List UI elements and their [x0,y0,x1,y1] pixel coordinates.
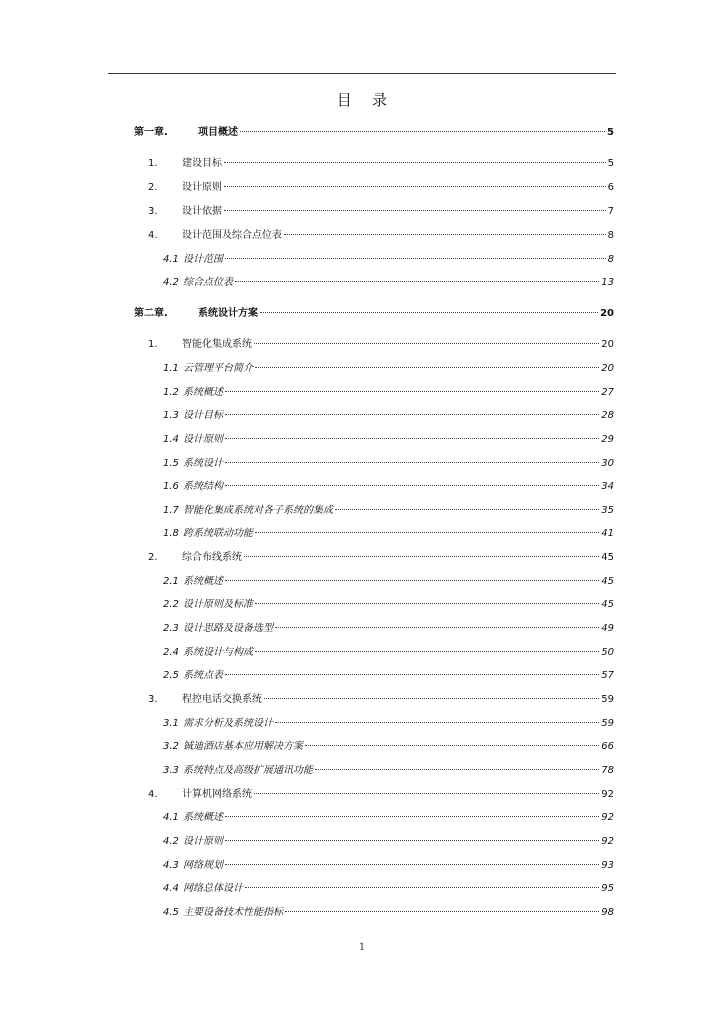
toc-entry-number: 2.2 [163,599,179,610]
toc-entry-page: 78 [601,765,614,776]
toc-entry-label: 设计原则 [183,836,223,847]
toc-entry-label: 设计范围及综合点位表 [182,230,282,241]
toc-entry-label: 智能化集成系统 [182,339,252,350]
toc-entry-number: 1.6 [163,481,179,492]
toc-entry-number: 2. [148,182,158,193]
toc-entry[interactable] [163,880,614,896]
toc-title-char-1: 目 [336,91,352,109]
toc-entry[interactable] [163,274,614,290]
toc-dot-leader [275,617,599,628]
toc-entry-page: 95 [601,883,614,894]
toc-entry-number: 4.2 [163,277,179,288]
toc-entry-number: 1. [148,339,158,350]
toc-entry[interactable] [163,502,614,518]
toc-entry-number: 第一章. [134,127,168,138]
toc-entry-page: 20 [600,308,614,319]
toc-entry[interactable] [148,227,614,243]
toc-entry-label: 综合布线系统 [182,552,242,563]
toc-entry[interactable] [148,155,614,171]
toc-entry-page: 92 [601,812,614,823]
toc-entry[interactable] [148,336,614,352]
toc-entry[interactable] [148,549,614,565]
toc-entry-label: 云管理平台简介 [183,363,253,374]
toc-entry-page: 20 [601,339,614,350]
page-number: 1 [358,942,366,953]
toc-dot-leader [225,664,599,675]
toc-entry-number: 1. [148,158,158,169]
toc-entry-number: 1.8 [163,528,179,539]
toc-entry-number: 3. [148,694,158,705]
toc-entry-page: 98 [601,907,614,918]
toc-entry-page: 8 [607,254,614,265]
toc-entry[interactable] [163,904,614,920]
toc-entry-label: 项目概述 [198,127,238,138]
toc-entry[interactable] [163,833,614,849]
toc-entry-number: 4.1 [163,812,179,823]
toc-entry-page: 6 [607,182,614,193]
toc-entry[interactable] [163,525,614,541]
toc-entry-number: 4. [148,230,158,241]
toc-entry[interactable] [163,384,614,400]
toc-entry[interactable] [163,431,614,447]
toc-entry-label: 系统结构 [183,481,223,492]
toc-entry-number: 3. [148,206,158,217]
toc-title-char-2: 录 [372,91,388,109]
toc-dot-leader [315,759,599,770]
toc-entry[interactable] [163,573,614,589]
toc-entry-number: 1.3 [163,410,179,421]
toc-dot-leader [255,641,599,652]
toc-entry-page: 45 [601,576,614,587]
toc-entry-number: 1.2 [163,387,179,398]
toc-entry[interactable] [163,762,614,778]
toc-entry-page: 45 [601,552,614,563]
toc-entry-page: 30 [601,458,614,469]
toc-entry-label: 网络总体设计 [183,883,243,894]
toc-entry-number: 第二章. [134,308,168,319]
toc-entry[interactable] [163,596,614,612]
toc-dot-leader [225,570,599,581]
toc-entry-page: 41 [601,528,614,539]
toc-entry[interactable] [163,455,614,471]
toc-entry-label: 设计原则及标准 [183,599,253,610]
toc-entry[interactable] [163,620,614,636]
toc-entry-page: 5 [607,127,614,138]
toc-entry-page: 34 [601,481,614,492]
toc-dot-leader [225,854,599,865]
toc-entry[interactable] [163,738,614,754]
toc-entry-label: 系统设计与构成 [183,647,253,658]
toc-entry[interactable] [163,478,614,494]
toc-entry-label: 设计目标 [183,410,223,421]
toc-entry-label: 系统概述 [183,812,223,823]
toc-entry-label: 系统点表 [183,670,223,681]
toc-entry-page: 59 [601,694,614,705]
toc-dot-leader [285,901,599,912]
toc-dot-leader [305,735,599,746]
toc-entry-number: 2.5 [163,670,179,681]
toc-entry[interactable] [163,251,614,267]
toc-dot-leader [264,688,599,699]
toc-entry-label: 系统概述 [183,387,223,398]
toc-entry[interactable] [148,179,614,195]
toc-entry-label: 设计范围 [183,254,223,265]
toc-dot-leader [225,806,599,817]
toc-entry-number: 4.5 [163,907,179,918]
toc-entry-number: 3.2 [163,741,179,752]
toc-entry-label: 需求分析及系统设计 [183,718,273,729]
toc-entry-page: 7 [607,206,614,217]
toc-dot-leader [224,152,606,163]
toc-entry-page: 57 [601,670,614,681]
toc-dot-leader [254,783,599,794]
toc-entry-page: 27 [601,387,614,398]
toc-entry-label: 系统概述 [183,576,223,587]
toc-dot-leader [225,404,599,415]
toc-entry[interactable] [134,305,614,321]
toc-entry[interactable] [148,203,614,219]
toc-entry-number: 4.3 [163,860,179,871]
toc-entry-page: 66 [601,741,614,752]
toc-entry[interactable] [163,715,614,731]
toc-entry[interactable] [148,691,614,707]
toc-entry[interactable] [134,124,614,140]
toc-entry-number: 2.3 [163,623,179,634]
toc-entry-number: 3.3 [163,765,179,776]
toc-entry-number: 2.4 [163,647,179,658]
toc-entry-page: 50 [601,647,614,658]
toc-entry-number: 1.4 [163,434,179,445]
toc-dot-leader [260,302,598,313]
toc-dot-leader [235,271,599,282]
toc-dot-leader [254,333,599,344]
toc-dot-leader [225,248,606,259]
toc-dot-leader [225,452,599,463]
toc-dot-leader [240,121,605,132]
toc-entry-number: 4.2 [163,836,179,847]
toc-entry-page: 35 [601,505,614,516]
toc-entry[interactable] [163,407,614,423]
toc-entry[interactable] [163,857,614,873]
header-rule [108,73,616,74]
toc-dot-leader [245,877,599,888]
toc-dot-leader [225,428,599,439]
toc-entry-label: 系统设计 [183,458,223,469]
toc-entry[interactable] [163,667,614,683]
toc-entry-page: 93 [601,860,614,871]
toc-dot-leader [284,224,606,235]
toc-dot-leader [244,546,599,557]
toc-entry-number: 4. [148,789,158,800]
toc-entry[interactable] [163,644,614,660]
toc-entry-page: 20 [601,363,614,374]
toc-entry[interactable] [163,360,614,376]
toc-entry-label: 建设目标 [182,158,222,169]
toc-dot-leader [335,499,599,510]
toc-entry-page: 92 [601,836,614,847]
toc-dot-leader [255,593,599,604]
toc-entry-page: 45 [601,599,614,610]
toc-entry[interactable] [148,786,614,802]
toc-entry-page: 13 [601,277,614,288]
toc-entry-number: 1.1 [163,363,179,374]
toc-dot-leader [255,522,599,533]
toc-entry-label: 网络规划 [183,860,223,871]
toc-entry-label: 铖迪酒店基本应用解决方案 [183,741,303,752]
toc-title [0,89,724,110]
toc-dot-leader [224,176,606,187]
toc-entry-page: 59 [601,718,614,729]
toc-dot-leader [225,830,599,841]
toc-entry-label: 跨系统联动功能 [183,528,253,539]
toc-dot-leader [224,200,606,211]
toc-entry-number: 1.5 [163,458,179,469]
toc-dot-leader [255,357,599,368]
toc-dot-leader [225,381,599,392]
toc-entry-number: 4.1 [163,254,179,265]
toc-entry-label: 主要设备技术性能指标 [183,907,283,918]
toc-entry-number: 3.1 [163,718,179,729]
toc-entry-label: 系统设计方案 [198,308,258,319]
toc-entry[interactable] [163,809,614,825]
toc-entry-label: 设计原则 [183,434,223,445]
toc-entry-number: 4.4 [163,883,179,894]
toc-entry-label: 系统特点及高级扩展通讯功能 [183,765,313,776]
toc-entry-label: 设计依据 [182,206,222,217]
toc-entry-page: 29 [601,434,614,445]
toc-entry-page: 28 [601,410,614,421]
toc-entry-label: 设计原则 [182,182,222,193]
toc-entry-number: 2.1 [163,576,179,587]
toc-entry-number: 2. [148,552,158,563]
toc-entry-page: 92 [601,789,614,800]
toc-entry-label: 计算机网络系统 [182,789,252,800]
toc-entry-page: 49 [601,623,614,634]
toc-dot-leader [275,712,599,723]
toc-entry-number: 1.7 [163,505,179,516]
toc-entry-label: 综合点位表 [183,277,233,288]
toc-entry-page: 8 [607,230,614,241]
toc-entry-label: 智能化集成系统对各子系统的集成 [183,505,333,516]
toc-dot-leader [225,475,599,486]
toc-entry-page: 5 [607,158,614,169]
toc-entry-label: 程控电话交换系统 [182,694,262,705]
toc-entry-label: 设计思路及设备选型 [183,623,273,634]
